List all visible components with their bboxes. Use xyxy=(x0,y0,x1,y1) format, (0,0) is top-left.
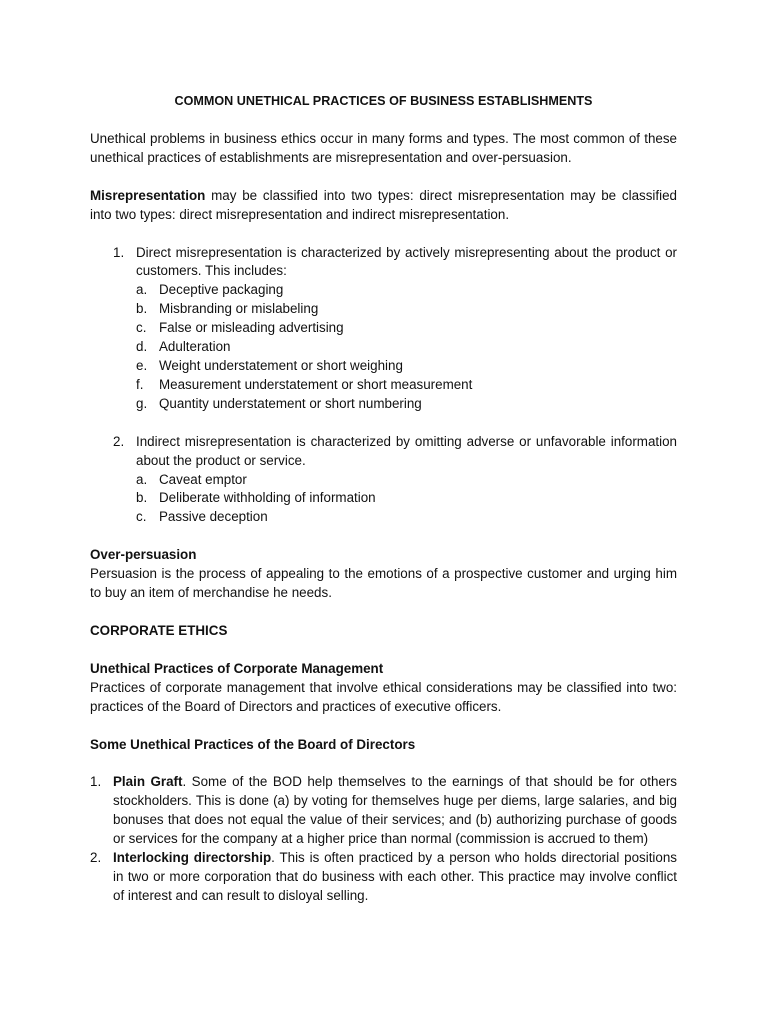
sublist-item xyxy=(136,281,677,300)
sublist-text: Measurement understatement or short measurement xyxy=(159,376,473,392)
misrepresentation-term: Misrepresentation xyxy=(90,187,206,203)
sublist-item xyxy=(136,395,677,414)
list-item-direct xyxy=(113,244,677,414)
interlocking-term: Interlocking directorship xyxy=(113,850,272,866)
sublist-letter: a. xyxy=(136,471,148,487)
sublist-letter: a. xyxy=(136,282,148,298)
misrepresentation-types-list xyxy=(90,244,677,528)
list-item-text: . This is often practiced by a person who holds directorial positions in two or more corporation that do business with each other. This practice may involve conflict of interest and can result to disloyal selling. xyxy=(113,850,677,903)
indirect-sublist xyxy=(136,471,677,528)
list-number: 2. xyxy=(113,433,125,449)
sublist-text: False or misleading advertising xyxy=(159,320,344,336)
sublist-text: Caveat emptor xyxy=(159,471,247,487)
sublist-letter: e. xyxy=(136,357,148,373)
intro-paragraph: Unethical problems in business ethics occur in many forms and types. The most common of these unethical practices of establishments are misrepresentation and over-persuasion. xyxy=(90,130,677,165)
sublist-letter: c. xyxy=(136,509,147,525)
sublist-item xyxy=(136,300,677,319)
sublist-text: Adulteration xyxy=(159,339,231,355)
list-number: 2. xyxy=(90,850,102,866)
list-item-interlocking xyxy=(90,849,677,906)
list-number: 1. xyxy=(113,244,125,260)
sublist-text: Weight understatement or short weighing xyxy=(159,357,403,373)
sublist-letter: b. xyxy=(136,490,148,506)
sublist-item xyxy=(136,376,677,395)
bod-practices-list xyxy=(90,773,677,905)
list-item-indirect xyxy=(113,433,677,528)
plain-graft-term: Plain Graft xyxy=(113,774,183,790)
sublist-letter: g. xyxy=(136,395,148,411)
list-item-text: Direct misrepresentation is characterized by actively misrepresenting about the product or customers. This includes: xyxy=(136,244,677,279)
misrepresentation-text: may be classified into two types: direct misrepresentation may be classified into two types: direct misrepresentation and indirect misrepresentation. xyxy=(90,187,677,222)
sublist-item xyxy=(136,357,677,376)
sublist-letter: b. xyxy=(136,301,148,317)
corporate-ethics-heading: CORPORATE ETHICS xyxy=(90,622,228,638)
sublist-text: Passive deception xyxy=(159,509,268,525)
overpersuasion-heading: Over-persuasion xyxy=(90,547,197,563)
overpersuasion-paragraph: Persuasion is the process of appealing to the emotions of a prospective customer and urging him to buy an item of merchandise he needs. xyxy=(90,566,677,601)
sublist-letter: f. xyxy=(136,376,144,392)
sublist-item xyxy=(136,489,677,508)
corporate-management-heading: Unethical Practices of Corporate Management xyxy=(90,660,384,676)
sublist-item xyxy=(136,508,677,527)
list-item-text: Indirect misrepresentation is characterized by omitting adverse or unfavorable information about the product or service. xyxy=(136,433,677,468)
bod-heading: Some Unethical Practices of the Board of Directors xyxy=(90,736,416,752)
misrepresentation-paragraph xyxy=(90,187,677,225)
list-item-plain-graft xyxy=(90,773,677,849)
sublist-letter: c. xyxy=(136,320,147,336)
sublist-text: Misbranding or mislabeling xyxy=(159,301,319,317)
sublist-item xyxy=(136,319,677,338)
document-page xyxy=(90,92,677,925)
document-title: COMMON UNETHICAL PRACTICES OF BUSINESS ESTABLISHMENTS xyxy=(174,94,593,108)
sublist-text: Deceptive packaging xyxy=(159,282,284,298)
sublist-text: Quantity understatement or short numbering xyxy=(159,395,422,411)
sublist-item xyxy=(136,471,677,490)
sublist-letter: d. xyxy=(136,339,148,355)
list-item-text: . Some of the BOD help themselves to the earnings of that should be for others stockholders. This is done (a) by voting for themselves huge per diems, large salaries, and big bonuses that does not equal the value of their services; and (b) authorizing purchase of goods or services for the company at a higher price than normal (commission is accrued to them) xyxy=(113,774,677,847)
sublist-item xyxy=(136,338,677,357)
sublist-text: Deliberate withholding of information xyxy=(159,490,376,506)
direct-sublist xyxy=(136,281,677,413)
list-number: 1. xyxy=(90,774,102,790)
corporate-management-paragraph: Practices of corporate management that involve ethical considerations may be classified into two: practices of the Board of Directors and practices of executive officers. xyxy=(90,679,677,714)
